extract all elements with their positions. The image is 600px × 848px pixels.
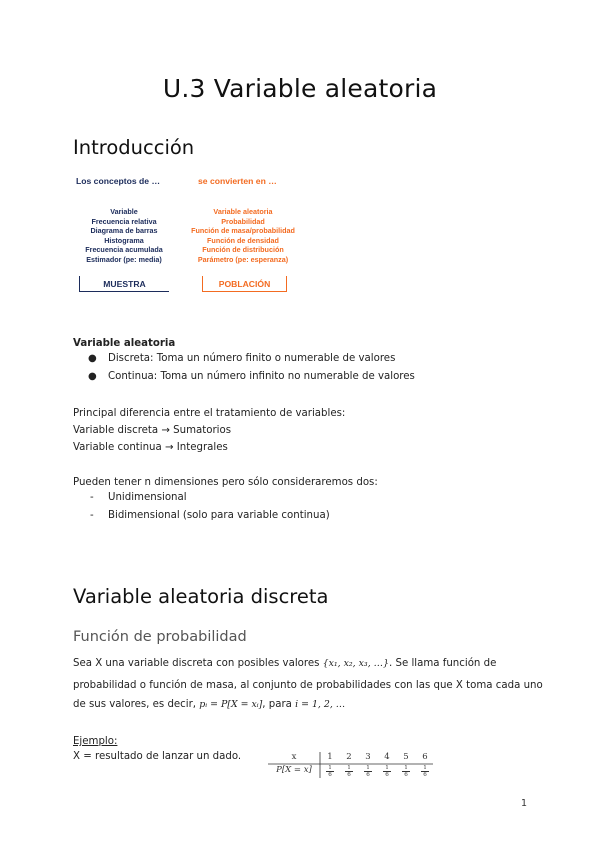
paragraph-line: [73, 696, 345, 713]
figure-left-item: Diagrama de barras: [90, 226, 158, 236]
poblacion-box: POBLACIÓN: [202, 276, 287, 292]
figure-right-item: Función de masa/probabilidad: [191, 226, 295, 236]
table-prob-fraction: [364, 765, 372, 778]
dims-line: Pueden tener n dimensiones pero sólo consideraremos dos:: [73, 477, 378, 488]
paragraph-line: [73, 655, 496, 672]
probability-subheading: Función de probabilidad: [73, 629, 247, 645]
frac-num: 1: [385, 765, 389, 771]
frac-num: 1: [404, 765, 408, 771]
figure-left-header: Los conceptos de …: [76, 176, 161, 186]
frac-num: 1: [328, 765, 332, 771]
figure-right-item: Parámetro (pe: esperanza): [197, 254, 289, 264]
para1-text: Sea X una variable discreta con posibles valores: [73, 658, 323, 669]
figure-right-item: Función de distribución: [202, 245, 284, 255]
figure-right-item: Variable aleatoria: [213, 207, 273, 216]
table-x-value: 3: [365, 752, 371, 762]
table-prob-fraction: [383, 765, 391, 778]
figure-left-item: Frecuencia acumulada: [85, 245, 163, 255]
figure-right-item: Probabilidad: [221, 216, 265, 226]
figure-right-header: se convierten en …: [198, 176, 277, 186]
para3-text-mid: , para: [262, 699, 296, 710]
values-set-math: {x₁, x₂, x₃, …}: [322, 658, 389, 669]
bullet-dot: ●: [88, 371, 97, 382]
table-p-label: P[X = x]: [276, 765, 312, 775]
discrete-heading: Variable aleatoria discreta: [73, 585, 329, 608]
figure-left-item: Estimador (pe: media): [86, 254, 162, 264]
table-prob-fraction: [421, 765, 429, 778]
frac-num: 1: [366, 765, 370, 771]
dims-item: Bidimensional (solo para variable continua): [108, 510, 330, 521]
diff-line: Principal diferencia entre el tratamiento de variables:: [73, 408, 346, 419]
va-bullet-continua: Continua: Toma un número infinito no numerable de valores: [108, 371, 415, 382]
frac-den: 6: [421, 771, 429, 778]
table-x-value: 2: [346, 752, 352, 762]
table-prob-fraction: [402, 765, 410, 778]
diff-line: Variable continua → Integrales: [73, 442, 228, 453]
table-prob-fraction: [326, 765, 334, 778]
pmf-formula-math: pᵢ = P[X = xᵢ]: [199, 699, 263, 710]
index-range-math: i = 1, 2, …: [295, 699, 346, 710]
example-label: Ejemplo:: [73, 736, 118, 747]
va-bullet-discreta: Discreta: Toma un número finito o numerable de valores: [108, 353, 396, 364]
para1-text-end: . Se llama función de: [389, 658, 497, 669]
dims-item: Unidimensional: [108, 492, 187, 503]
example-text: X = resultado de lanzar un dado.: [73, 751, 242, 762]
dash-marker: -: [90, 492, 94, 503]
diff-line: Variable discreta → Sumatorios: [73, 425, 232, 436]
paragraph-line: probabilidad o función de masa, al conjunto de probabilidades con las que X toma cada uno: [73, 680, 543, 691]
table-x-value: 5: [403, 752, 409, 762]
frac-den: 6: [402, 771, 410, 778]
table-x-value: 1: [327, 752, 333, 762]
figure-left-item: Histograma: [104, 235, 144, 245]
frac-den: 6: [383, 771, 391, 778]
frac-num: 1: [423, 765, 427, 771]
intro-heading: Introducción: [73, 136, 195, 159]
muestra-box: MUESTRA: [79, 276, 169, 292]
table-x-value: 4: [384, 752, 390, 762]
table-prob-fraction: [345, 765, 353, 778]
figure-left-list: [74, 207, 174, 265]
figure-right-item: Función de densidad: [207, 235, 279, 245]
frac-num: 1: [347, 765, 351, 771]
table-x-value: 6: [422, 752, 428, 762]
bullet-dot: ●: [88, 353, 97, 364]
va-title: Variable aleatoria: [73, 338, 176, 349]
figure-left-item: Variable: [110, 207, 138, 216]
figure-left-item: Frecuencia relativa: [91, 216, 157, 226]
page-title: U.3 Variable aleatoria: [162, 74, 438, 103]
frac-den: 6: [345, 771, 353, 778]
figure-right-list: [178, 207, 308, 265]
para3-text: de sus valores, es decir,: [73, 699, 200, 710]
dash-marker: -: [90, 510, 94, 521]
page-number: 1: [520, 798, 527, 809]
table-x-label: x: [291, 752, 297, 762]
frac-den: 6: [326, 771, 334, 778]
frac-den: 6: [364, 771, 372, 778]
concepts-figure: [74, 176, 314, 296]
